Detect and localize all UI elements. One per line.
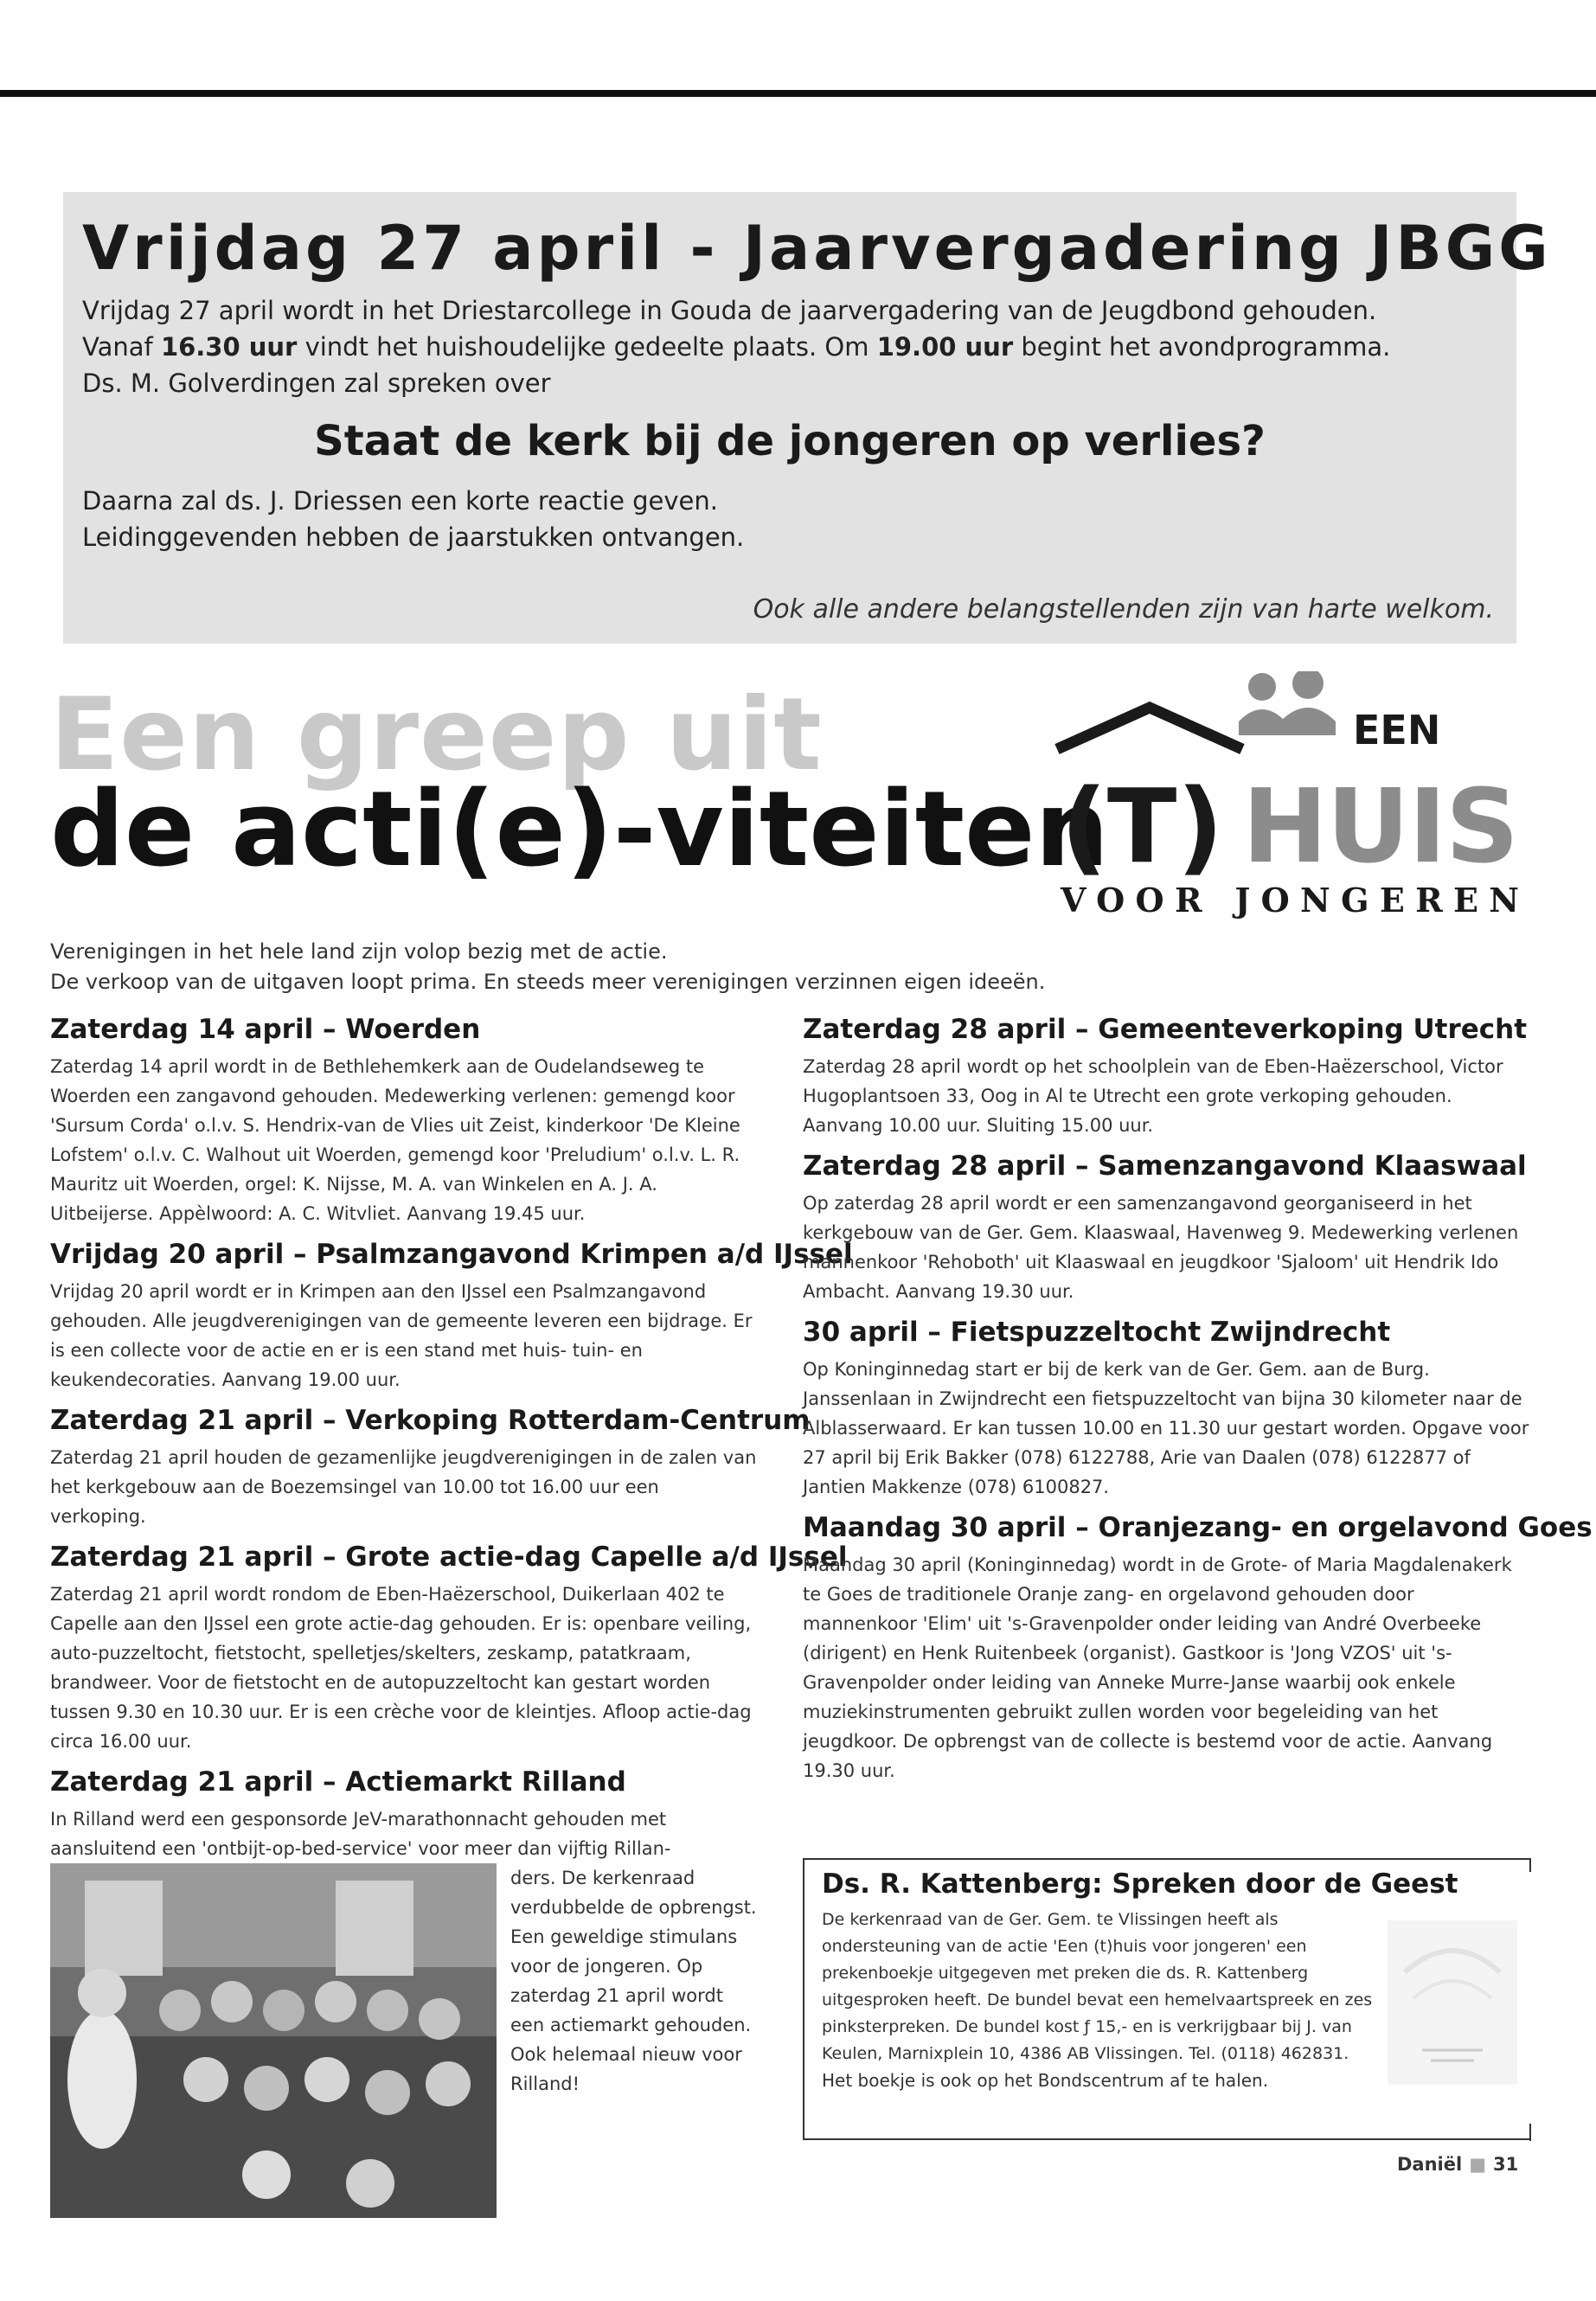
event-title: Zaterdag 21 april – Verkoping Rotterdam-Centrum [50,1405,811,1436]
box-body-text: De kerkenraad van de Ger. Gem. te Vlissingen heeft als ondersteuning van de actie 'Een (t)huis voor jongeren' een prekenboekje uitgegeven met preken die ds. R. Kattenberg uitgesproken heeft. De bundel bevat een hemelvaartspreek en zes pinksterpreken. De bundel kost ƒ 15,- en is verkrijgbaar bij J. van Keulen, Marnixplein 10, 4386 AB Vlissingen. Tel. (0118) 462831. [822,1910,1373,2063]
rilland-side-text: ders. De kerkenraad verdubbelde de opbrengst. Een geweldige stimulans voor de jongeren. Op zaterdag 21 april wordt een actiemarkt gehouden. Ook helemaal nieuw voor Rilland! [510,1868,757,2094]
event-capelle [50,1540,848,1756]
event-body: Maandag 30 april (Koninginnedag) wordt in de Grote- of Maria Magdalenakerk te Goes de traditionele Oranje zang- en orgelavond gehouden door mannenkoor 'Elim' uit 's-Gravenpolder onder leiding van André Overbeeke (dirigent) en Henk Ruitenbeek (organist). Gastkoor is 'Jong VZOS' uit 's-Gravenpolder onder leiding van Anneke Murre-Janse waarbij ook enkele muziekinstrumenten gebruikt zullen worden voor begeleiding van het jeugdkoor. De opbrengst van de collecte is bestemd voor de actie. Aanvang 19.30 uur. [803,1554,1512,1781]
event-rotterdam [50,1403,811,1531]
event-body: In Rilland werd een gesponsorde JeV-marathonnacht gehouden met aansluitend een 'ontbijt-op-bed-service' voor meer dan vijftig Rillan- [50,1809,671,1859]
banner-line-4: Daarna zal ds. J. Driessen een korte reactie geven. [82,486,718,516]
banner-time-1: 16.30 uur [160,332,298,362]
box-corner-bottom [1529,2124,1531,2141]
event-body: Vrijdag 20 april wordt er in Krimpen aan den IJssel een Psalmzangavond gehouden. Alle jeugdverenigingen van de gemeente leveren een bijdrage. Er is een collecte voor de actie en er is een stand met huis- tuin- en keukendecoraties. Aanvang 19.00 uur. [50,1281,753,1390]
event-goes [803,1510,1593,1785]
headline-black: de acti(e)-viteiten [50,770,1109,890]
event-body: Zaterdag 28 april wordt op het schoolplein van de Eben-Haëzerschool, Victor Hugoplantsoen 33, Oog in Al te Utrecht een grote verkoping gehouden. Aanvang 10.00 uur. Sluiting 15.00 uur. [803,1056,1503,1136]
event-title: Zaterdag 14 april – Woerden [50,1014,481,1045]
top-rule [0,90,1596,97]
announcement-banner [63,192,1552,644]
banner-subtitle: Staat de kerk bij de jongeren op verlies? [314,417,1266,465]
box-last-line: Het boekje is ook op het Bondscentrum af te halen. [822,2070,1269,2091]
logo-main-huis: HUIS [1242,766,1519,886]
event-title: 30 april – Fietspuzzeltocht Zwijndrecht [803,1317,1391,1348]
event-body: Zaterdag 14 april wordt in de Bethlehemkerk aan de Oudelandseweg te Woerden een zangavond gehouden. Medewerking verlenen: gemengd koor 'Sursum Corda' o.l.v. S. Hendrix-van de Vlies uit Zeist, kinderkoor 'De Kleine Lofstem' o.l.v. C. Walhout uit Woerden, gemengd koor 'Preludium' o.l.v. L. R. Mauritz uit Woerden, orgel: K. Nijsse, M. A. van Winkelen en A. J. A. Uitbeijerse. Appèlwoord: A. C. Witvliet. Aanvang 19.45 uur. [50,1056,740,1224]
event-klaaswaal [803,1149,1529,1306]
event-title: Zaterdag 28 april – Samenzangavond Klaaswaal [803,1150,1527,1182]
people-icon [1239,671,1336,735]
banner-line-2-c: vindt het huishoudelijke gedeelte plaats. Om [297,332,877,362]
event-title: Zaterdag 21 april – Actiemarkt Rilland [50,1766,626,1798]
event-woerden [50,1012,760,1228]
event-title: Vrijdag 20 april – Psalmzangavond Krimpen a/d IJssel [50,1239,853,1270]
event-body: Zaterdag 21 april wordt rondom de Eben-Haëzerschool, Duikerlaan 402 te Capelle aan den IJssel een grote actie-dag gehouden. Er is: openbare veiling, auto-puzzeltocht, fietstocht, spelletjes/skelters, zeskamp, patatkraam, brandweer. Voor de fietstocht en de autopuzzeltocht kan gestart worden tussen 9.30 en 10.30 uur. Er is een crèche voor de kleintjes. Afloop actie-dag circa 16.00 uur. [50,1584,752,1752]
event-body: Op zaterdag 28 april wordt er een samenzangavond georganiseerd in het kerkgebouw van de Ger. Gem. Klaaswaal, Havenweg 9. Medewerking verlenen mannenkoor 'Rehoboth' uit Klaaswaal en jeugdkoor 'Sjaloom' uit Hendrik Ido Ambacht. Aanvang 19.30 uur. [803,1193,1519,1302]
banner-line-2 [82,329,1497,365]
footer-separator: ■ [1469,2154,1487,2175]
left-column [50,1012,853,2094]
banner-line-2-a: Vanaf [82,332,161,362]
box-body [822,1907,1375,2094]
intro-text [50,937,1045,997]
banner-welcome: Ook alle andere belangstellenden zijn van harte welkom. [753,594,1494,625]
booklet-cover-image [1388,1920,1517,2085]
box-corner-top [1529,1858,1531,1872]
banner-line-2-e: begint het avondprogramma. [1013,332,1391,362]
event-body: Zaterdag 21 april houden de gezamenlijke jeugdverenigingen in de zalen van het kerkgebouw aan de Boezemsingel van 10.00 tot 16.00 uur een verkoping. [50,1447,757,1527]
logo-top-text: EEN [1353,707,1441,753]
banner-line-1: Vrijdag 27 april wordt in het Driestarcollege in Gouda de jaarvergadering van de Jeugdbond gehouden. [82,296,1377,325]
roof-icon [1057,708,1242,749]
page-number: 31 [1493,2154,1519,2175]
box-title: Ds. R. Kattenberg: Spreken door de Geest [822,1868,1458,1900]
event-utrecht [803,1012,1529,1140]
magazine-name: Daniël [1397,2154,1463,2175]
page-footer [1397,2154,1518,2175]
banner-time-2: 19.00 uur [876,332,1014,362]
banner-line-3: Ds. M. Golverdingen zal spreken over [82,369,551,398]
event-krimpen [50,1237,853,1394]
event-body: Op Koninginnedag start er bij de kerk van de Ger. Gem. aan de Burg. Janssenlaan in Zwijndrecht een fietspuzzeltocht van bijna 30 kilometer naar de Alblasserwaard. Er kan tussen 10.00 en 11.30 uur gestart worden. Opgave voor 27 april bij Erik Bakker (078) 6122788, Arie van Daalen (078) 6122877 of Jantien Makkenze (078) 6100827. [803,1359,1529,1497]
intro-line-1: Verenigingen in het hele land zijn volop bezig met de actie. [50,939,668,964]
event-title: Maandag 30 april – Oranjezang- en orgelavond Goes [803,1512,1593,1543]
kattenberg-box [803,1858,1531,2140]
event-rilland [50,1765,760,2094]
intro-line-2: De verkoop van de uitgaven loopt prima. En steeds meer verenigingen verzinnen eigen ideeën. [50,970,1046,994]
event-zwijndrecht [803,1315,1529,1502]
banner-line-5: Leidinggevenden hebben de jaarstukken ontvangen. [82,522,745,552]
banner-title: Vrijdag 27 april - Jaarvergadering JBGG [82,213,1552,284]
logo-main-t: (T) [1061,766,1224,886]
thuis-logo [1050,671,1535,931]
headline-grey: Een greep uit [50,676,823,793]
event-title: Zaterdag 21 april – Grote actie-dag Capelle a/d IJssel [50,1541,848,1573]
logo-bottom-text: VOOR JONGEREN [1061,881,1519,920]
group-photo [50,1863,497,2218]
event-title: Zaterdag 28 april – Gemeenteverkoping Utrecht [803,1014,1528,1045]
right-column [803,1012,1593,1794]
